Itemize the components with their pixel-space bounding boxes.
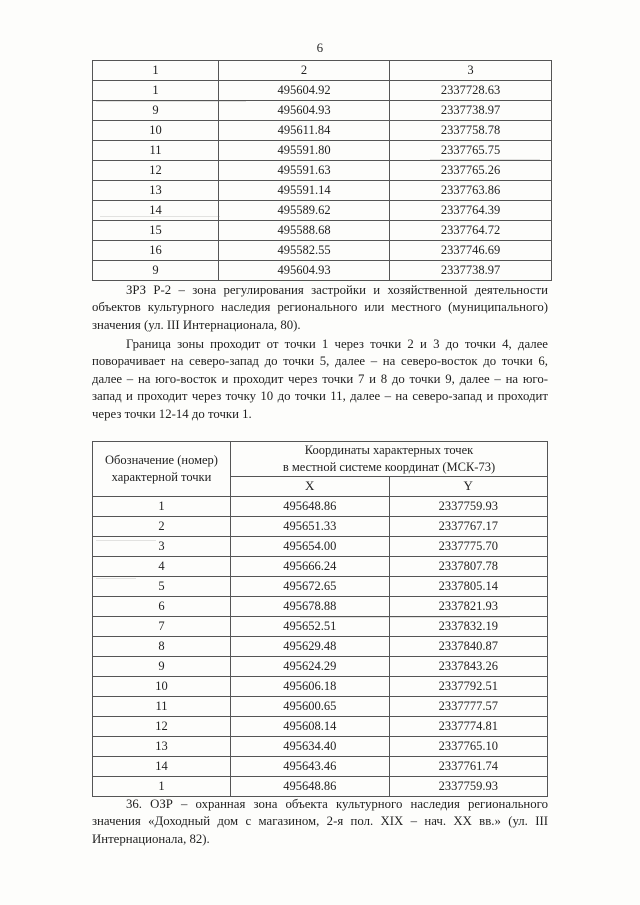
- cell-point-number: 16: [93, 241, 219, 261]
- table-row: [93, 637, 548, 657]
- column-header-point-designation: [93, 442, 231, 497]
- cell-point-number: 13: [93, 181, 219, 201]
- cell-point-number: 9: [93, 261, 219, 281]
- cell-coordinate-x: 495624.29: [231, 657, 390, 677]
- cell-point-number: 10: [93, 121, 219, 141]
- table-row: [93, 617, 548, 637]
- cell-coordinate-y: 2337765.26: [390, 161, 552, 181]
- cell-coordinate-y: 2337775.70: [389, 537, 548, 557]
- cell-point-number: 6: [93, 597, 231, 617]
- header-coords-line-1: Координаты характерных точек: [304, 443, 474, 458]
- table-row: [93, 557, 548, 577]
- cell-point-number: 4: [93, 557, 231, 577]
- cell-coordinate-y: 2337738.97: [390, 261, 552, 281]
- cell-point-number: 12: [93, 717, 231, 737]
- cell-coordinate-y: 2337767.17: [389, 517, 548, 537]
- cell-coordinate-y: 2337728.63: [390, 81, 552, 101]
- table-row: [93, 81, 552, 101]
- cell-point-number: 1: [93, 497, 231, 517]
- table-row: [93, 737, 548, 757]
- table-row: [93, 577, 548, 597]
- cell-point-number: 3: [93, 537, 231, 557]
- cell-point-number: 9: [93, 657, 231, 677]
- cell-coordinate-y: 2337738.97: [390, 101, 552, 121]
- header-coords-line-2: в местной системе координат (МСК-73): [282, 460, 496, 474]
- page-number: 6: [316, 40, 324, 55]
- table-row: [93, 241, 552, 261]
- column-header-coordinates: [231, 442, 548, 477]
- cell-coordinate-y: 2337765.10: [389, 737, 548, 757]
- cell-coordinate-x: 495600.65: [231, 697, 390, 717]
- cell-point-number: 1: [93, 81, 219, 101]
- table-row: [93, 757, 548, 777]
- cell-coordinate-y: 2337764.72: [390, 221, 552, 241]
- column-header-number: 1: [93, 61, 219, 81]
- cell-coordinate-x: 495606.18: [231, 677, 390, 697]
- cell-point-number: 5: [93, 577, 231, 597]
- cell-coordinate-x: 495652.51: [231, 617, 390, 637]
- cell-point-number: 10: [93, 677, 231, 697]
- cell-point-number: 7: [93, 617, 231, 637]
- cell-coordinate-x: 495678.88: [231, 597, 390, 617]
- table-row: [93, 717, 548, 737]
- table-header-row-primary: [93, 442, 548, 477]
- cell-coordinate-x: 495582.55: [219, 241, 390, 261]
- cell-coordinate-x: 495629.48: [231, 637, 390, 657]
- cell-point-number: 12: [93, 161, 219, 181]
- cell-coordinate-y: 2337764.39: [390, 201, 552, 221]
- cell-coordinate-y: 2337759.93: [389, 777, 548, 797]
- cell-coordinate-x: 495666.24: [231, 557, 390, 577]
- column-header-x: 2: [219, 61, 390, 81]
- table-row: [93, 121, 552, 141]
- table-row: [93, 517, 548, 537]
- cell-coordinate-x: 495591.14: [219, 181, 390, 201]
- table-row: [93, 181, 552, 201]
- cell-point-number: 14: [93, 757, 231, 777]
- cell-coordinate-y: 2337774.81: [389, 717, 548, 737]
- table-row: [93, 141, 552, 161]
- coordinates-table-zrz-r2: [92, 441, 548, 797]
- cell-coordinate-y: 2337807.78: [389, 557, 548, 577]
- cell-point-number: 8: [93, 637, 231, 657]
- cell-coordinate-x: 495604.93: [219, 261, 390, 281]
- cell-coordinate-y: 2337763.86: [390, 181, 552, 201]
- cell-point-number: 9: [93, 101, 219, 121]
- cell-coordinate-y: 2337792.51: [389, 677, 548, 697]
- paragraph-zrz-r2: ЗРЗ Р-2 – зона регулирования застройки и хозяйственной деятельности объектов культурного наследия регионального или местного (муниципального) значения (ул. III Интернационала, 80).: [92, 283, 548, 332]
- column-header-y: Y: [389, 477, 548, 497]
- table-body: [93, 61, 552, 281]
- cell-point-number: 11: [93, 697, 231, 717]
- cell-coordinate-x: 495589.62: [219, 201, 390, 221]
- cell-point-number: 11: [93, 141, 219, 161]
- cell-coordinate-x: 495591.63: [219, 161, 390, 181]
- cell-point-number: 14: [93, 201, 219, 221]
- column-header-y: 3: [390, 61, 552, 81]
- cell-coordinate-x: 495604.92: [219, 81, 390, 101]
- header-point-line-1: Обозначение (номер): [105, 453, 218, 468]
- cell-coordinate-x: 495591.80: [219, 141, 390, 161]
- column-header-x: X: [231, 477, 390, 497]
- table-row: [93, 657, 548, 677]
- table-row: [93, 101, 552, 121]
- table-row: [93, 161, 552, 181]
- table-row: [93, 261, 552, 281]
- cell-coordinate-y: 2337832.19: [389, 617, 548, 637]
- cell-coordinate-y: 2337821.93: [389, 597, 548, 617]
- cell-coordinate-x: 495611.84: [219, 121, 390, 141]
- table-body: [93, 442, 548, 797]
- cell-point-number: 13: [93, 737, 231, 757]
- cell-coordinate-x: 495648.86: [231, 777, 390, 797]
- cell-coordinate-y: 2337761.74: [389, 757, 548, 777]
- cell-coordinate-x: 495588.68: [219, 221, 390, 241]
- cell-coordinate-y: 2337840.87: [389, 637, 548, 657]
- cell-coordinate-x: 495643.46: [231, 757, 390, 777]
- table-row: [93, 497, 548, 517]
- cell-coordinate-y: 2337777.57: [389, 697, 548, 717]
- table-row: [93, 201, 552, 221]
- table-row: [93, 777, 548, 797]
- table-row: [93, 537, 548, 557]
- cell-coordinate-y: 2337765.75: [390, 141, 552, 161]
- coordinates-table-continued: [92, 60, 552, 281]
- cell-point-number: 2: [93, 517, 231, 537]
- table-row: [93, 677, 548, 697]
- cell-coordinate-x: 495608.14: [231, 717, 390, 737]
- table-row: [93, 221, 552, 241]
- cell-coordinate-y: 2337759.93: [389, 497, 548, 517]
- cell-coordinate-y: 2337843.26: [389, 657, 548, 677]
- cell-coordinate-y: 2337746.69: [390, 241, 552, 261]
- cell-coordinate-x: 495648.86: [231, 497, 390, 517]
- cell-coordinate-y: 2337758.78: [390, 121, 552, 141]
- table-row: [93, 697, 548, 717]
- header-point-line-2: характерной точки: [111, 470, 212, 484]
- table-row: [93, 597, 548, 617]
- cell-coordinate-x: 495654.00: [231, 537, 390, 557]
- table-header-row: [93, 61, 552, 81]
- cell-coordinate-x: 495634.40: [231, 737, 390, 757]
- paragraph-ozr-item-36: 36. ОЗР – охранная зона объекта культурного наследия регионального значения «Доходный дом с магазином, 2-я пол. XIX – нач. XX вв.» (ул. III Интернационала, 82).: [92, 797, 548, 846]
- cell-point-number: 15: [93, 221, 219, 241]
- cell-coordinate-x: 495604.93: [219, 101, 390, 121]
- cell-point-number: 1: [93, 777, 231, 797]
- cell-coordinate-x: 495672.65: [231, 577, 390, 597]
- paragraph-zone-border: Граница зоны проходит от точки 1 через точки 2 и 3 до точки 4, далее поворачивает на северо-запад до точки 5, далее – на северо-восток до точки 6, далее – на юго-восток и проходит через точки 7 и 8 до точки 9, далее – на юго-запад и проходит через точку 10 до точки 11, далее – на северо-запад и проходит через точки 12-14 до точки 1.: [92, 337, 548, 421]
- cell-coordinate-y: 2337805.14: [389, 577, 548, 597]
- cell-coordinate-x: 495651.33: [231, 517, 390, 537]
